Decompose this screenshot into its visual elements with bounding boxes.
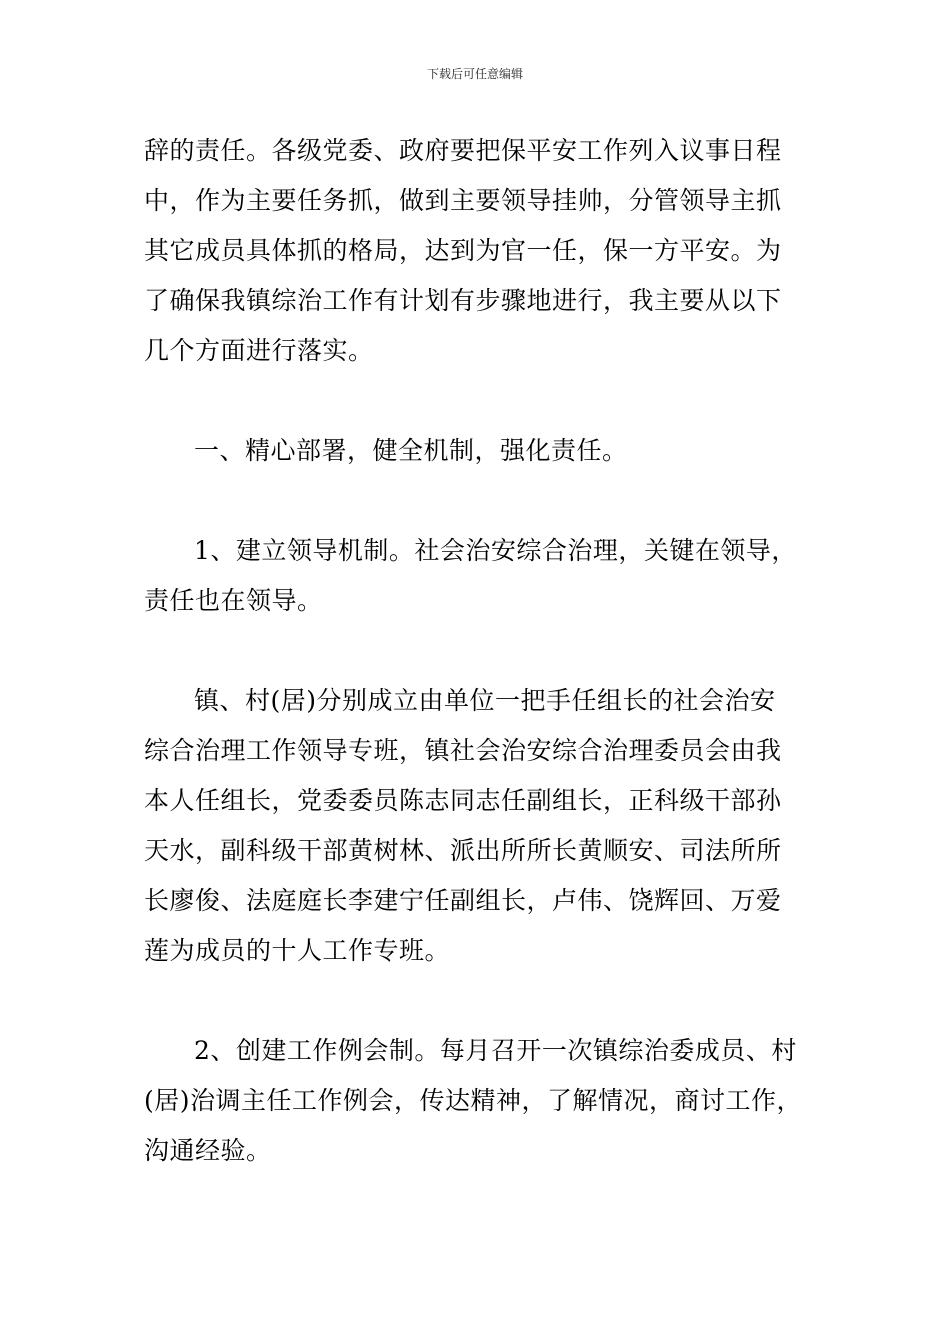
text-line: 辞的责任。各级党委、政府要把保平安工作列入议事日程: [144, 136, 782, 165]
text-line: 沟通经验。: [144, 1136, 272, 1165]
text-line: (居)治调主任工作例会，传达精神，了解情况，商讨工作，: [144, 1086, 803, 1115]
paragraph-gap: [144, 376, 809, 426]
text-line: 1、建立领导机制。社会治安综合治理，关键在领导，: [194, 536, 797, 565]
text-line: 2、创建工作例会制。每月召开一次镇综治委成员、村: [194, 1036, 797, 1065]
text-line: 几个方面进行落实。: [144, 336, 374, 365]
text-line: 中，作为主要任务抓，做到主要领导挂帅，分管领导主抓: [144, 186, 782, 215]
paragraph-regular-meeting: [144, 1026, 809, 1176]
text-line: 本人任组长，党委委员陈志同志任副组长，正科级干部孙: [144, 786, 782, 815]
text-line: 责任也在领导。: [144, 586, 323, 615]
text-line: 一、精心部署，健全机制，强化责任。: [194, 436, 628, 465]
section-heading: [144, 426, 809, 476]
paragraph-gap: [144, 476, 809, 526]
paragraph-work-team: [144, 676, 809, 976]
text-line: 长廖俊、法庭庭长李建宁任副组长，卢伟、饶辉回、万爱: [144, 886, 782, 915]
text-line: 其它成员具体抓的格局，达到为官一任，保一方平安。为: [144, 236, 782, 265]
text-line: 了确保我镇综治工作有计划有步骤地进行，我主要从以下: [144, 286, 782, 315]
text-line: 莲为成员的十人工作专班。: [144, 936, 451, 965]
document-body: [144, 126, 809, 1176]
paragraph-leadership-mechanism: [144, 526, 809, 626]
paragraph-gap: [144, 976, 809, 1026]
text-line: 镇、村(居)分别成立由单位一把手任组长的社会治安: [194, 686, 776, 715]
paragraph-gap: [144, 626, 809, 676]
text-line: 天水，副科级干部黄树林、派出所所长黄顺安、司法所所: [144, 836, 782, 865]
header-note: 下载后可任意编辑: [426, 67, 523, 81]
text-line: 综合治理工作领导专班，镇社会治安综合治理委员会由我: [144, 736, 782, 765]
paragraph-responsibility: [144, 126, 809, 376]
